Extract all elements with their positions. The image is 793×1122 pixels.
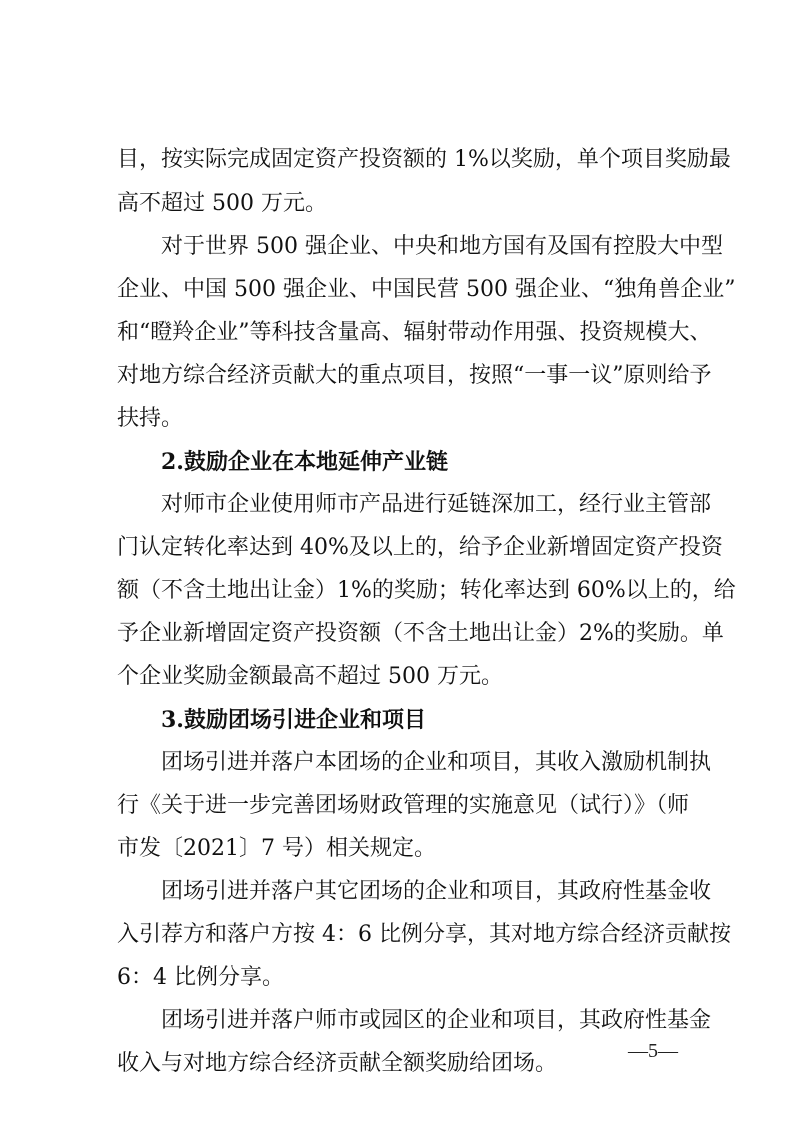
body-line: 收入与对地方综合经济贡献全额奖励给团场。 bbox=[117, 1051, 558, 1076]
body-line: 行《关于进一步完善团场财政管理的实施意见（试行）》（师 bbox=[117, 793, 690, 818]
body-line: 门认定转化率达到 40%及以上的，给予企业新增固定资产投资 bbox=[117, 535, 723, 560]
body-line: 高不超过 500 万元。 bbox=[117, 191, 327, 216]
page-number: —5— bbox=[628, 1040, 678, 1062]
body-line: 市发〔2021〕7 号）相关规定。 bbox=[117, 836, 436, 861]
body-line: 企业、中国 500 强企业、中国民营 500 强企业、“独角兽企业” bbox=[117, 277, 736, 302]
body-line: 目，按实际完成固定资产投资额的 1%以奖励，单个项目奖励最 bbox=[117, 147, 731, 172]
paragraph-line: 对于世界 500 强企业、中央和地方国有及国有控股大中型 bbox=[161, 234, 723, 259]
section-heading: 3.鼓励团场引进企业和项目 bbox=[161, 707, 426, 733]
body-line: 予企业新增固定资产投资额（不含土地出让金）2%的奖励。单 bbox=[117, 621, 724, 646]
paragraph-line: 对师市企业使用师市产品进行延链深加工，经行业主管部 bbox=[161, 492, 712, 517]
paragraph-line: 团场引进并落户师市或园区的企业和项目，其政府性基金 bbox=[161, 1008, 712, 1033]
body-line: 入引荐方和落户方按 4：6 比例分享，其对地方综合经济贡献按 bbox=[117, 922, 731, 947]
paragraph-line: 团场引进并落户其它团场的企业和项目，其政府性基金收 bbox=[161, 879, 712, 904]
body-line: 和“瞪羚企业”等科技含量高、辐射带动作用强、投资规模大、 bbox=[117, 320, 712, 345]
section-heading: 2.鼓励企业在本地延伸产业链 bbox=[161, 449, 448, 475]
body-line: 扶持。 bbox=[117, 406, 184, 431]
body-line: 对地方综合经济贡献大的重点项目，按照“一事一议”原则给予 bbox=[117, 363, 712, 388]
paragraph-line: 团场引进并落户本团场的企业和项目，其收入激励机制执 bbox=[161, 750, 712, 775]
body-line: 个企业奖励金额最高不超过 500 万元。 bbox=[117, 664, 503, 689]
body-line: 6：4 比例分享。 bbox=[117, 965, 284, 990]
body-line: 额（不含土地出让金）1%的奖励；转化率达到 60%以上的，给 bbox=[117, 578, 736, 603]
